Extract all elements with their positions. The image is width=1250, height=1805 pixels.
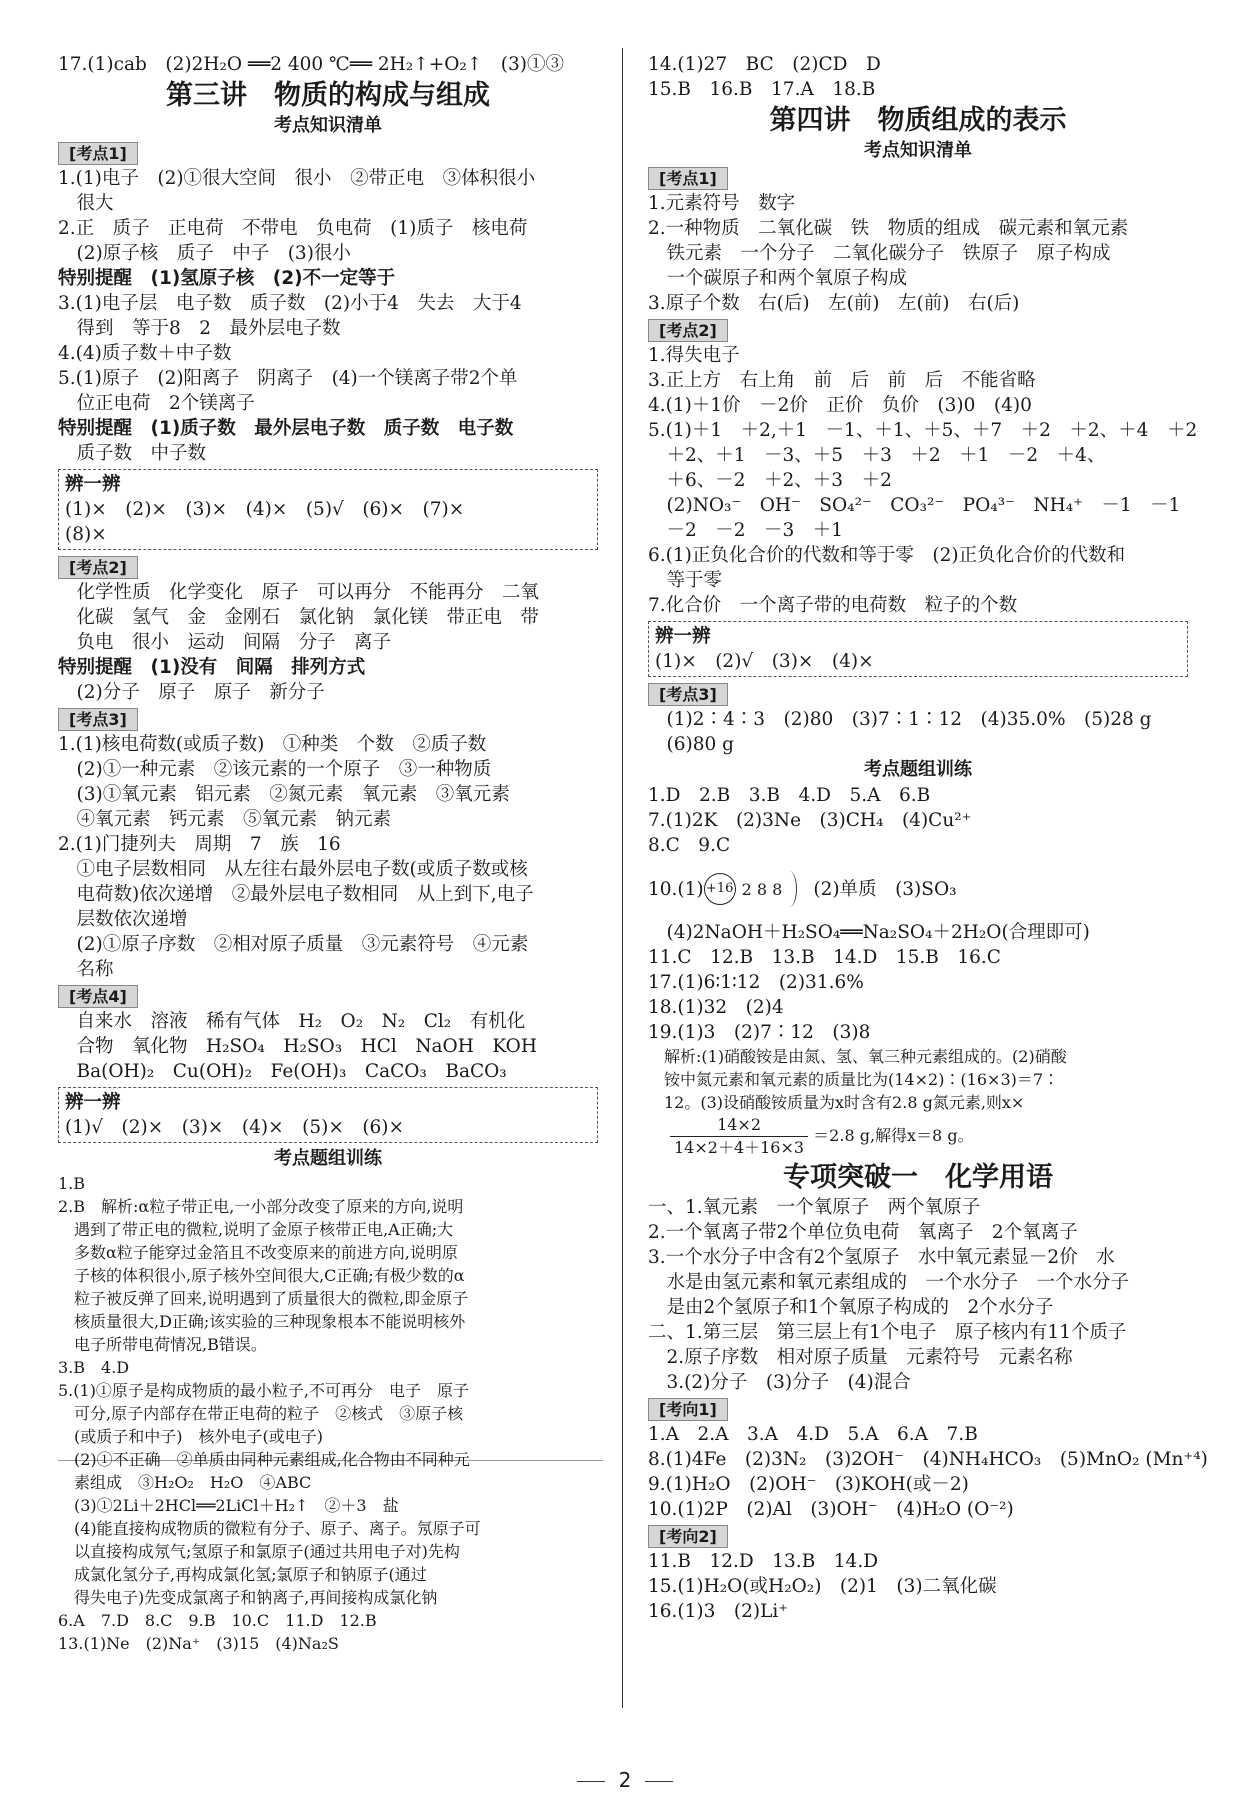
text-line: 铵中氮元素和氧元素的质量比为(14×2)∶(16×3)＝7∶ <box>648 1070 1060 1089</box>
text-line: 1.D 2.B 3.B 4.D 5.A 6.B <box>648 785 931 806</box>
kaodian-1-block <box>58 166 598 466</box>
text-line: 2.一个氧离子带2个单位负电荷 氧离子 2个氧离子 <box>648 1222 1078 1243</box>
text-line: (2)①原子序数 ②相对原子质量 ③元素符号 ④元素 <box>58 934 529 955</box>
text-line: 15.(1)H₂O(或H₂O₂) (2)1 (3)二氧化碳 <box>648 1576 997 1597</box>
text-line: 12。(3)设硝酸铵质量为x时含有2.8 g氮元素,则x× <box>648 1093 1025 1112</box>
text-line: (1)√ (2)× (3)× (4)× (5)× (6)× <box>65 1117 405 1138</box>
text-line: 一、1.氧元素 一个氧原子 两个氧原子 <box>648 1197 981 1218</box>
text-line: 核质量很大,D正确;该实验的三种现象根本不能说明核外 <box>58 1312 466 1331</box>
text-line: 5.(1)原子 (2)阳离子 阴离子 (4)一个镁离子带2个单 <box>58 368 518 389</box>
special-title: 专项突破一 化学用语 <box>783 1162 1053 1193</box>
text-line: 8.C 9.C <box>648 835 731 856</box>
text-line: 19.(1)3 (2)7∶12 (3)8 <box>648 1022 871 1043</box>
text-line: 2.一种物质 二氧化碳 铁 物质的组成 碳元素和氧元素 <box>648 218 1129 239</box>
fraction-line <box>648 1114 1188 1159</box>
text-line: 3.(2)分子 (3)分子 (4)混合 <box>648 1372 911 1393</box>
text-line: (2)①不正确 ②单质由同种元素组成,化合物由不同种元 <box>58 1450 470 1469</box>
text-line: 8.(1)4Fe (2)3N₂ (3)2OH⁻ (4)NH₄HCO₃ (5)MnO₂ (Mn⁺⁴) <box>648 1449 1208 1470</box>
text-line: ＋6、－2 ＋2、＋3 ＋2 <box>648 470 892 491</box>
text-line: (1)× (2)√ (3)× (4)× <box>655 651 874 672</box>
text-line: 位正电荷 2个镁离子 <box>58 393 255 414</box>
page-number-text: 2 <box>618 1768 632 1792</box>
text-line: 素组成 ③H₂O₂ H₂O ④ABC <box>58 1473 312 1492</box>
electron-shells: 2 8 8 <box>741 879 783 899</box>
tip-line: 特别提醒 (1)没有 间隔 排列方式 <box>58 657 366 678</box>
text-line: 一个碳原子和两个氧原子构成 <box>648 268 908 289</box>
text-line: 5.(1)＋1 ＋2,＋1 －1、＋1、＋5、＋7 ＋2 ＋2、＋4 ＋2 <box>648 420 1198 441</box>
text-line: 1.B <box>58 1174 86 1193</box>
kaodian-2-tag: [考点2] <box>58 556 138 579</box>
text-line: －2 －2 －3 ＋1 <box>648 520 844 541</box>
text-line: 成氯化氢分子,再构成氯化氢;氯原子和钠原子(通过 <box>58 1565 427 1584</box>
text-line: 9.(1)H₂O (2)OH⁻ (3)KOH(或－2) <box>648 1474 969 1495</box>
text-line: 电子所带电荷情况,B错误。 <box>58 1335 267 1354</box>
kaodian-4-block <box>58 1009 598 1084</box>
right-column <box>648 52 1208 1624</box>
kaodian-1-tag: [考点1] <box>58 142 138 165</box>
text-line: 1.元素符号 数字 <box>648 193 796 214</box>
training-block-4 <box>648 783 1188 1159</box>
text-line: (2)①一种元素 ②该元素的一个原子 ③一种物质 <box>58 759 492 780</box>
kaodian-2-block <box>58 580 598 705</box>
text-line: 合物 氧化物 H₂SO₄ H₂SO₃ HCl NaOH KOH <box>58 1036 537 1057</box>
text-line: 3.原子个数 右(后) 左(前) 左(前) 右(后) <box>648 293 1020 314</box>
text-line: 遇到了带正电的微粒,说明了金原子核带正电,A正确;大 <box>58 1220 454 1239</box>
text-line: 3.正上方 右上角 前 后 前 后 不能省略 <box>648 370 1036 391</box>
text-line: 自来水 溶液 稀有气体 H₂ O₂ N₂ Cl₂ 有机化 <box>58 1011 526 1032</box>
dash-left <box>577 1781 605 1782</box>
kaodian-2-block-r <box>648 343 1198 618</box>
kaodian-3-tag-r: [考点3] <box>648 683 728 706</box>
text-line: 3.(1)电子层 电子数 质子数 (2)小于4 失去 大于4 <box>58 293 522 314</box>
q10-rest: (2)单质 (3)SO₃ <box>813 878 957 900</box>
kaodian-1-block-r <box>648 191 1188 316</box>
fraction-denominator: 14×2＋4＋16×3 <box>674 1138 805 1157</box>
text-line: (或质子和中子) 核外电子(或电子) <box>58 1427 323 1446</box>
kaodian-3-block-r <box>648 707 1188 757</box>
text-line: 6.(1)正负化合价的代数和等于零 (2)正负化合价的代数和 <box>648 545 1126 566</box>
fraction-tail: ＝2.8 g,解得x＝8 g。 <box>813 1126 974 1145</box>
kaoxiang-1-block <box>648 1422 1208 1522</box>
text-line: (2)NO₃⁻ OH⁻ SO₄²⁻ CO₃²⁻ PO₄³⁻ NH₄⁺ －1 －1 <box>648 495 1181 516</box>
text-line: 是由2个氢原子和1个氧原子构成的 2个水分子 <box>648 1297 1054 1318</box>
text-line: (3)①氧元素 铝元素 ②氮元素 氧元素 ③氧元素 <box>58 784 510 805</box>
text-line: (4)能直接构成物质的微粒有分子、原子、离子。氖原子可 <box>58 1519 481 1538</box>
text-line: 1.(1)电子 (2)①很大空间 很小 ②带正电 ③体积很小 <box>58 168 536 189</box>
section-subtitle-4: 考点知识清单 <box>864 140 972 161</box>
box-title: 辨一辨 <box>65 474 121 495</box>
text-line: 得失电子)先变成氯离子和钠离子,再间接构成氯化钠 <box>58 1588 438 1607</box>
text-line: (1)× (2)× (3)× (4)× (5)√ (6)× (7)× <box>65 499 465 520</box>
box-title: 辨一辨 <box>65 1092 121 1113</box>
text-line: (4)2NaOH＋H₂SO₄══Na₂SO₄＋2H₂O(合理即可) <box>648 922 1090 943</box>
text-line: 二、1.第三层 第三层上有1个电子 原子核内有11个质子 <box>648 1322 1127 1343</box>
text-line: ＋2、＋1 －3、＋5 ＋3 ＋2 ＋1 －2 ＋4、 <box>648 445 1106 466</box>
text-line: 可分,原子内部存在带正电荷的粒子 ②核式 ③原子核 <box>58 1404 464 1423</box>
bianyibian-box-2 <box>58 1087 598 1143</box>
text-line: 1.得失电子 <box>648 345 740 366</box>
section-title-4: 第四讲 物质组成的表示 <box>769 105 1067 136</box>
q10-row <box>648 858 1188 920</box>
shell-arc-icon <box>782 871 797 907</box>
kaodian-2-tag-r: [考点2] <box>648 319 728 342</box>
training-title-4: 考点题组训练 <box>864 759 972 780</box>
section-subtitle-3: 考点知识清单 <box>274 115 382 136</box>
text-line: 以直接构成氖气;氢原子和氯原子(通过共用电子对)先构 <box>58 1542 460 1561</box>
text-line: 1.(1)核电荷数(或质子数) ①种类 个数 ②质子数 <box>58 734 487 755</box>
text-line: 7.(1)2K (2)3Ne (3)CH₄ (4)Cu²⁺ <box>648 810 972 831</box>
text-line: 子核的体积很小,原子核外空间很大,C正确;有极少数的α <box>58 1266 465 1285</box>
text-line: 很大 <box>58 193 114 214</box>
text-line: 4.(4)质子数＋中子数 <box>58 343 232 364</box>
column-divider <box>622 48 623 1708</box>
text-line: 10.(1)2P (2)Al (3)OH⁻ (4)H₂O (O⁻²) <box>648 1499 1014 1520</box>
atom-structure-diagram <box>704 871 798 907</box>
text-line: 16.(1)3 (2)Li⁺ <box>648 1601 789 1622</box>
text-line: 名称 <box>58 959 114 980</box>
text-line: 3.一个水分子中含有2个氢原子 水中氧元素显－2价 水 <box>648 1247 1115 1268</box>
text-line: 4.(1)＋1价 －2价 正价 负价 (3)0 (4)0 <box>648 395 1032 416</box>
text-line: 13.(1)Ne (2)Na⁺ (3)15 (4)Na₂S <box>58 1634 339 1653</box>
text-line: 化学性质 化学变化 原子 可以再分 不能再分 二氧 <box>58 582 540 603</box>
text-line: ①电子层数相同 从左往右最外层电子数(或质子数或核 <box>58 859 528 880</box>
text-line: (3)①2Li＋2HCl══2LiCl＋H₂↑ ②＋3 盐 <box>58 1496 399 1515</box>
text-line: 5.(1)①原子是构成物质的最小粒子,不可再分 电子 原子 <box>58 1381 470 1400</box>
text-line: 粒子被反弹了回来,说明遇到了质量很大的微粒,即金原子 <box>58 1289 469 1308</box>
text-line: 2.正 质子 正电荷 不带电 负电荷 (1)质子 核电荷 <box>58 218 528 239</box>
fraction-numerator: 14×2 <box>670 1114 808 1137</box>
training-title-3: 考点题组训练 <box>274 1148 382 1169</box>
text-line: 18.(1)32 (2)4 <box>648 997 784 1018</box>
text-line: 2.原子序数 相对原子质量 元素符号 元素名称 <box>648 1347 1073 1368</box>
text-line: 11.B 12.D 13.B 14.D <box>648 1551 879 1572</box>
kaoxiang-1-tag: [考向1] <box>648 1398 728 1421</box>
text-line: 等于零 <box>648 570 723 591</box>
section-title-3: 第三讲 物质的构成与组成 <box>166 80 490 111</box>
text-line: 1.A 2.A 3.A 4.D 5.A 6.A 7.B <box>648 1424 978 1445</box>
text-line: 3.B 4.D <box>58 1358 130 1377</box>
text-line: (8)× <box>65 524 107 545</box>
text-line: 6.A 7.D 8.C 9.B 10.C 11.D 12.B <box>58 1611 377 1630</box>
fraction <box>670 1114 808 1159</box>
kaodian-3-tag: [考点3] <box>58 708 138 731</box>
bianyibian-box-1 <box>58 469 598 550</box>
text-line: 17.(1)6∶1∶12 (2)31.6% <box>648 972 864 993</box>
tip-line: (2)分子 原子 原子 新分子 <box>58 682 325 703</box>
text-line: 2.(1)门捷列夫 周期 7 族 16 <box>58 834 341 855</box>
text-line: 铁元素 一个分子 二氧化碳分子 铁原子 原子构成 <box>648 243 1111 264</box>
text-line: 多数α粒子能穿过金箔且不改变原来的前进方向,说明原 <box>58 1243 458 1262</box>
text-line: 2.B 解析:α粒子带正电,一小部分改变了原来的方向,说明 <box>58 1197 464 1216</box>
text-line: 层数依次递增 <box>58 909 188 930</box>
page-number <box>0 1768 1250 1792</box>
training-block-3 <box>58 1172 598 1655</box>
nucleus-circle: +16 <box>704 873 736 905</box>
left-column <box>58 52 598 1655</box>
text-line: ④氧元素 钙元素 ⑤氧元素 钠元素 <box>58 809 392 830</box>
text-line: 电荷数)依次递增 ②最外层电子数相同 从上到下,电子 <box>58 884 534 905</box>
text-line: (2)原子核 质子 中子 (3)很小 <box>58 243 351 264</box>
tip-line: 特别提醒 (1)质子数 最外层电子数 质子数 电子数 <box>58 418 514 439</box>
kaodian-1-tag-r: [考点1] <box>648 167 728 190</box>
q10-prefix: 10.(1) <box>648 878 704 900</box>
bianyibian-box-r <box>648 621 1188 677</box>
text-line: 11.C 12.B 13.B 14.D 15.B 16.C <box>648 947 1001 968</box>
text-line: Ba(OH)₂ Cu(OH)₂ Fe(OH)₃ CaCO₃ BaCO₃ <box>58 1061 507 1082</box>
kaodian-4-tag: [考点4] <box>58 985 138 1008</box>
text-line: (1)2∶4∶3 (2)80 (3)7∶1∶12 (4)35.0% (5)28 g <box>648 709 1152 730</box>
kaoxiang-2-block <box>648 1549 1188 1624</box>
tip-line: 特别提醒 (1)氢原子核 (2)不一定等于 <box>58 268 396 289</box>
text-line: 15.B 16.B 17.A 18.B <box>648 79 876 100</box>
text-line: 水是由氢元素和氧元素组成的 一个水分子 一个水分子 <box>648 1272 1130 1293</box>
box-title: 辨一辨 <box>655 626 711 647</box>
text-line: 得到 等于8 2 最外层电子数 <box>58 318 341 339</box>
top-line: 17.(1)cab (2)2H₂O ══2 400 ℃══ 2H₂↑+O₂↑ (3)①③ <box>58 54 565 75</box>
text-line: 14.(1)27 BC (2)CD D <box>648 54 881 75</box>
kaodian-3-block <box>58 732 598 982</box>
text-line: 7.化合价 一个离子带的电荷数 粒子的个数 <box>648 595 1018 616</box>
text-line: (6)80 g <box>648 734 734 755</box>
text-line: 化碳 氢气 金 金刚石 氯化钠 氯化镁 带正电 带 <box>58 607 540 628</box>
tip-line: 质子数 中子数 <box>58 443 207 464</box>
text-line: 解析:(1)硝酸铵是由氮、氢、氧三种元素组成的。(2)硝酸 <box>648 1047 1067 1066</box>
special-block <box>648 1195 1188 1395</box>
kaoxiang-2-tag: [考向2] <box>648 1525 728 1548</box>
text-line: 负电 很小 运动 间隔 分子 离子 <box>58 632 392 653</box>
dash-right <box>645 1781 673 1782</box>
